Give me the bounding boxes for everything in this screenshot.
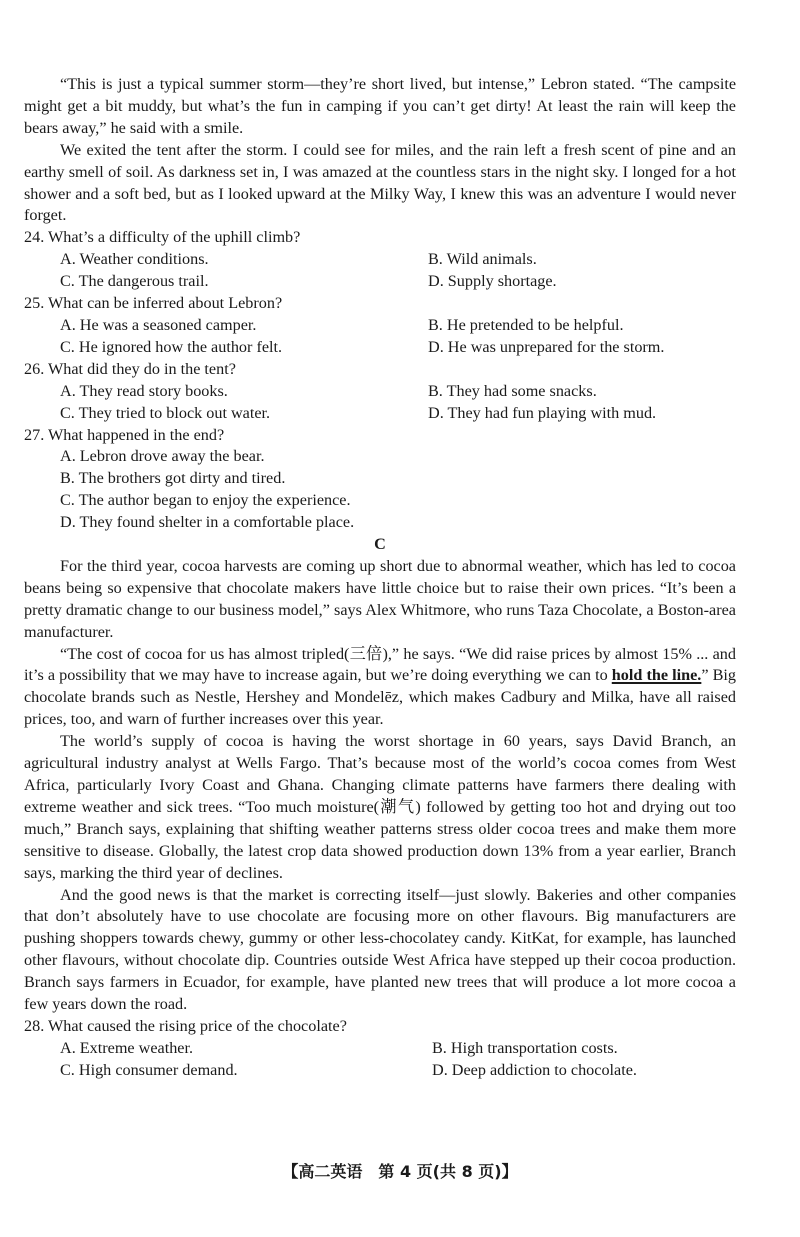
page-footer: 【高二英语 第 4 页(共 8 页)】	[282, 1162, 518, 1181]
section-heading: C	[374, 535, 386, 554]
option-a: A. They read story books.	[60, 381, 228, 400]
passage-paragraph	[24, 644, 736, 732]
option-c: C. He ignored how the author felt.	[60, 337, 283, 356]
option-b: B. He pretended to be helpful.	[428, 315, 624, 334]
option-a: A. He was a seasoned camper.	[60, 315, 257, 334]
option-d: D. He was unprepared for the storm.	[428, 337, 665, 356]
option-b: B. The brothers got dirty and tired.	[60, 469, 286, 488]
paragraph-text: ” Big chocolate brands such as Nestle, Hershey and Mondelēz, which makes Cadbury and Milka, have all raised prices, too, and warn of further increases over this year.	[24, 666, 737, 729]
highlighted-phrase: hold the line.	[611, 666, 702, 685]
option-d: D. Supply shortage.	[428, 272, 557, 291]
option-d: D. They found shelter in a comfortable place.	[60, 513, 355, 532]
question-stem: 27. What happened in the end?	[24, 425, 225, 444]
question-25	[24, 293, 736, 359]
passage-paragraph: For the third year, cocoa harvests are coming up short due to abnormal weather, which has led to cocoa beans being so expensive that chocolate makers have little choice but to raise their own prices. “It’s been a pretty dramatic change to our business model,” says Alex Whitmore, who runs Taza Chocolate, a Boston-area manufacturer.	[24, 556, 736, 641]
option-c: C. High consumer demand.	[60, 1060, 238, 1079]
question-stem: 26. What did they do in the tent?	[24, 359, 236, 378]
question-24	[24, 227, 736, 293]
option-b: B. Wild animals.	[428, 250, 537, 269]
question-stem: 25. What can be inferred about Lebron?	[24, 294, 283, 313]
option-c: C. The author began to enjoy the experience.	[60, 491, 351, 510]
question-stem: 24. What’s a difficulty of the uphill climb?	[24, 228, 301, 247]
option-b: B. They had some snacks.	[428, 381, 597, 400]
paragraph-text: “The cost of cocoa for us has almost tripled(三倍),” he says. “We did raise prices by almost 15% ... and it’s a possibility that we may have to increase again, but we’re doing everything we can to	[24, 644, 736, 685]
question-28	[24, 1016, 736, 1082]
question-26	[24, 359, 736, 425]
option-a: A. Lebron drove away the bear.	[60, 447, 265, 466]
option-a: A. Extreme weather.	[60, 1038, 194, 1057]
option-c: C. The dangerous trail.	[60, 272, 209, 291]
option-c: C. They tried to block out water.	[60, 403, 271, 422]
option-d: D. They had fun playing with mud.	[428, 403, 657, 422]
question-27	[24, 425, 736, 535]
passage-paragraph: And the good news is that the market is correcting itself—just slowly. Bakeries and other companies that don’t absolutely have to use chocolate are focusing more on other flavours. Big manufacturers are pushing shoppers towards chewy, gummy or other less-chocolatey candy. KitKat, for example, has launched other flavours, without chocolate dip. Countries outside West Africa have stepped up their cocoa production. Branch says farmers in Ecuador, for example, have planted new trees that will produce a lot more cocoa a few years down the road.	[24, 885, 736, 1014]
passage-paragraph: We exited the tent after the storm. I could see for miles, and the rain left a fresh scent of pine and an earthy smell of soil. As darkness set in, I was amazed at the countless stars in the night sky. I longed for a hot shower and a soft bed, but as I looked upward at the Milky Way, I knew this was an adventure I would never forget.	[24, 140, 736, 225]
question-stem: 28. What caused the rising price of the chocolate?	[24, 1016, 347, 1035]
exam-page	[24, 74, 736, 1082]
passage-paragraph: “This is just a typical summer storm—they’re short lived, but intense,” Lebron stated. “The campsite might get a bit muddy, but what’s the fun in camping if you can’t get dirty! At least the rain will keep the bears away,” he said with a smile.	[24, 75, 736, 137]
passage-paragraph: The world’s supply of cocoa is having the worst shortage in 60 years, says David Branch, an agricultural industry analyst at Wells Fargo. That’s because most of the world’s cocoa comes from West Africa, particularly Ivory Coast and Ghana. Changing climate patterns have farmers there dealing with extreme weather and sick trees. “Too much moisture(潮气) followed by getting too hot and drying out too much,” Branch says, explaining that shifting weather patterns stress older cocoa trees and make them more sensitive to disease. Globally, the latest crop data showed production down 13% from a year earlier, Branch says, marking the third year of declines.	[24, 732, 736, 882]
option-b: B. High transportation costs.	[432, 1038, 618, 1057]
option-a: A. Weather conditions.	[60, 250, 209, 269]
option-d: D. Deep addiction to chocolate.	[432, 1060, 637, 1079]
